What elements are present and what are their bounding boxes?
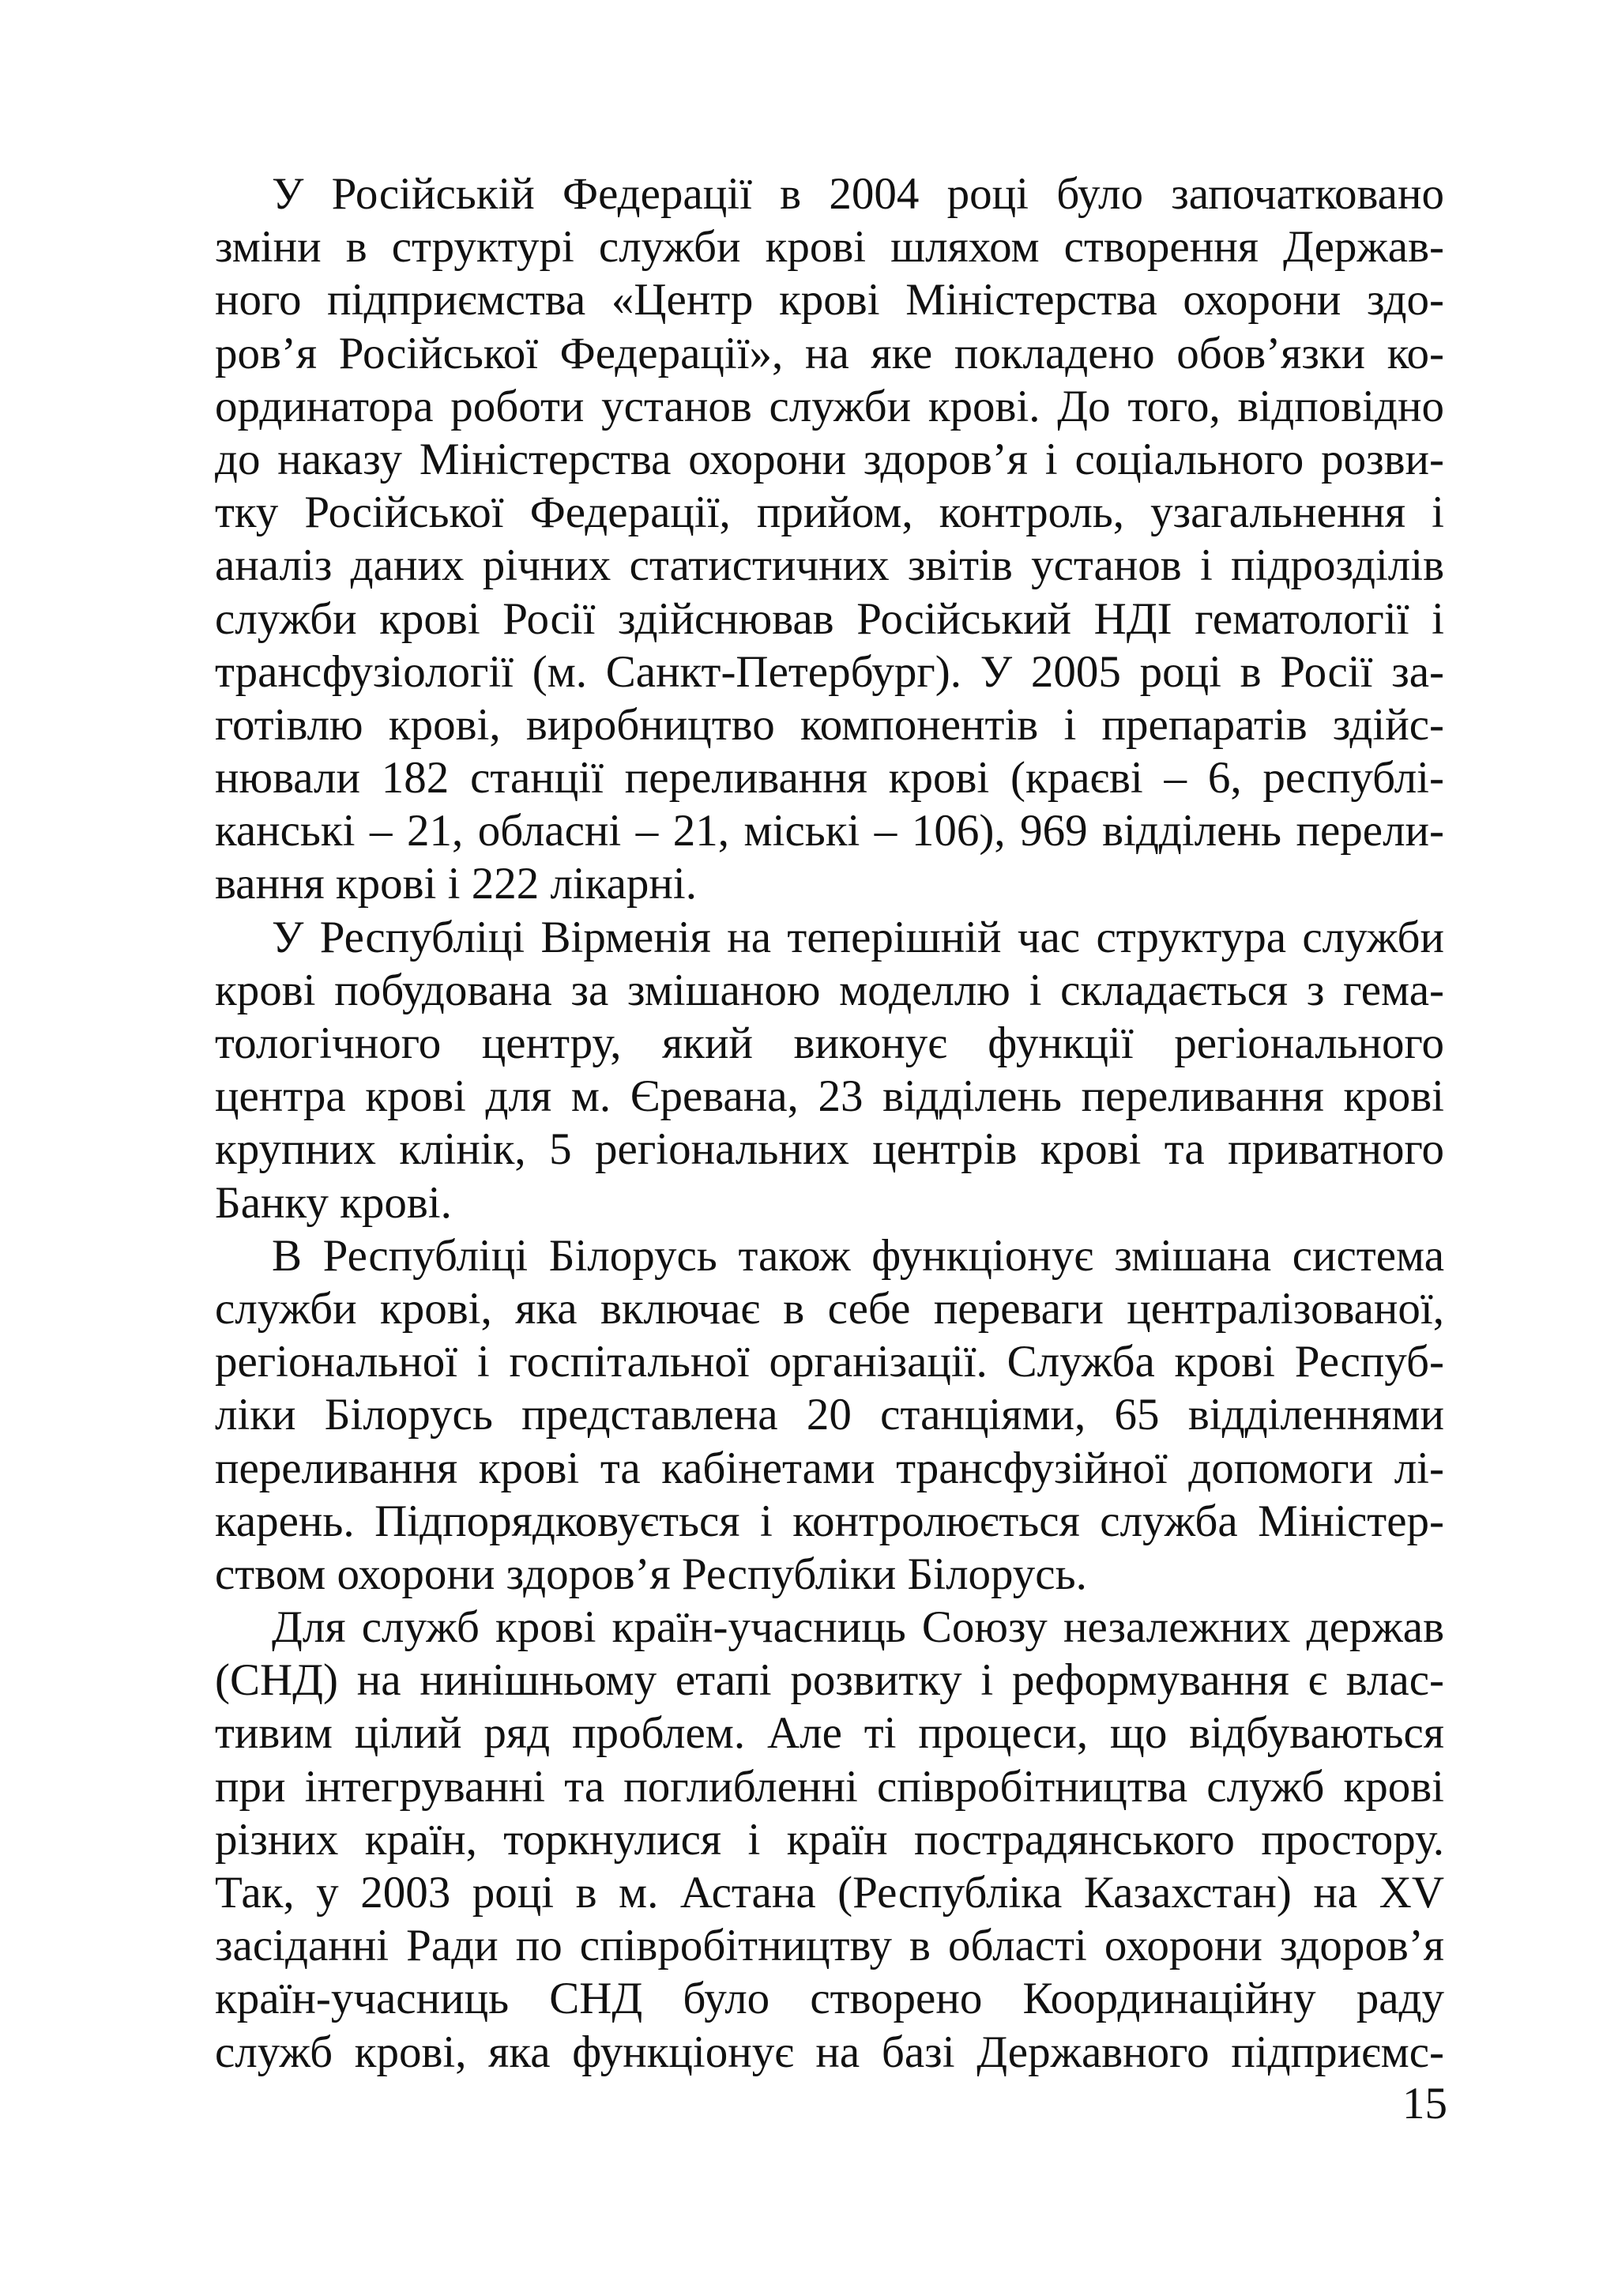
text-line: країн-учасниць СНД було створено Координаційну раду: [215, 1974, 1444, 2024]
text-line: при інтегруванні та поглибленні співробітництва служб крові: [215, 1761, 1444, 1812]
text-line: тивим цілий ряд проблем. Але ті процеси, що відбуваються: [215, 1708, 1444, 1759]
text-line: трансфузіології (м. Санкт-Петербург). У 2005 році в Росії за-: [215, 646, 1444, 697]
body-text: [215, 167, 1444, 2079]
text-line: ліки Білорусь представлена 20 станціями, 65 відділеннями: [215, 1390, 1444, 1440]
text-line: нювали 182 станції переливання крові (краєві – 6, республі-: [215, 753, 1444, 804]
text-line: крові побудована за змішаною моделлю і складається з гема-: [215, 965, 1444, 1015]
text-line: (СНД) на нинішньому етапі розвитку і реформування є влас-: [215, 1655, 1444, 1706]
text-line: ординатора роботи установ служби крові. До того, відповідно: [215, 381, 1444, 431]
text-line: аналіз даних річних статистичних звітів установ і підрозділів: [215, 540, 1444, 591]
text-line: Для служб крові країн-учасниць Союзу незалежних держав: [272, 1602, 1444, 1653]
text-line: крупних клінік, 5 регіональних центрів крові та приватного: [215, 1124, 1444, 1175]
text-line: У Російській Федерації в 2004 році було започатковано: [272, 169, 1444, 219]
text-line: різних країн, торкнулися і країн пострадянського простору.: [215, 1814, 1444, 1865]
text-line: служб крові, яка функціонує на базі Державного підприємс-: [215, 2027, 1444, 2077]
text-line: зміни в структурі служби крові шляхом створення Держав-: [215, 222, 1444, 273]
text-line: переливання крові та кабінетами трансфузійної допомоги лі-: [215, 1443, 1444, 1493]
text-line: В Республіці Білорусь також функціонує змішана система: [272, 1230, 1444, 1281]
text-line: тологічного центру, який виконує функції регіонального: [215, 1018, 1444, 1068]
text-line: служби крові, яка включає в себе переваги централізованої,: [215, 1283, 1444, 1334]
text-line: тку Російської Федерації, прийом, контроль, узагальнення і: [215, 487, 1444, 538]
text-line: готівлю крові, виробництво компонентів і препаратів здійс-: [215, 699, 1444, 750]
text-line: ров’я Російської Федерації», на яке покладено обов’язки ко-: [215, 328, 1444, 378]
text-line: вання крові і 222 лікарні.: [215, 859, 697, 909]
paragraph: [215, 1601, 1444, 2079]
text-line: служби крові Росії здійснював Російський НДІ гематології і: [215, 593, 1444, 644]
text-line: ством охорони здоров’я Республіки Білорусь.: [215, 1549, 1087, 1599]
page-number: 15: [1402, 2079, 1447, 2129]
text-line: Банку крові.: [215, 1177, 452, 1228]
paragraph: [215, 1229, 1444, 1601]
text-line: регіональної і госпітальної організації. Служба крові Респуб-: [215, 1337, 1444, 1387]
text-line: до наказу Міністерства охорони здоров’я і соціального розви-: [215, 434, 1444, 484]
text-line: У Республіці Вірменія на теперішній час структура служби: [272, 912, 1444, 962]
text-line: засіданні Ради по співробітництву в області охорони здоров’я: [215, 1921, 1444, 1971]
text-line: ного підприємства «Центр крові Міністерства охорони здо-: [215, 275, 1444, 326]
text-line: Так, у 2003 році в м. Астана (Республіка Казахстан) на XV: [215, 1868, 1444, 1918]
text-line: центра крові для м. Єревана, 23 відділень переливання крові: [215, 1071, 1444, 1122]
text-line: карень. Підпорядковується і контролюється служба Міністер-: [215, 1496, 1444, 1546]
text-line: канські – 21, обласні – 21, міські – 106), 969 відділень перели-: [215, 806, 1444, 856]
paragraph: [215, 911, 1444, 1229]
paragraph: [215, 167, 1444, 911]
